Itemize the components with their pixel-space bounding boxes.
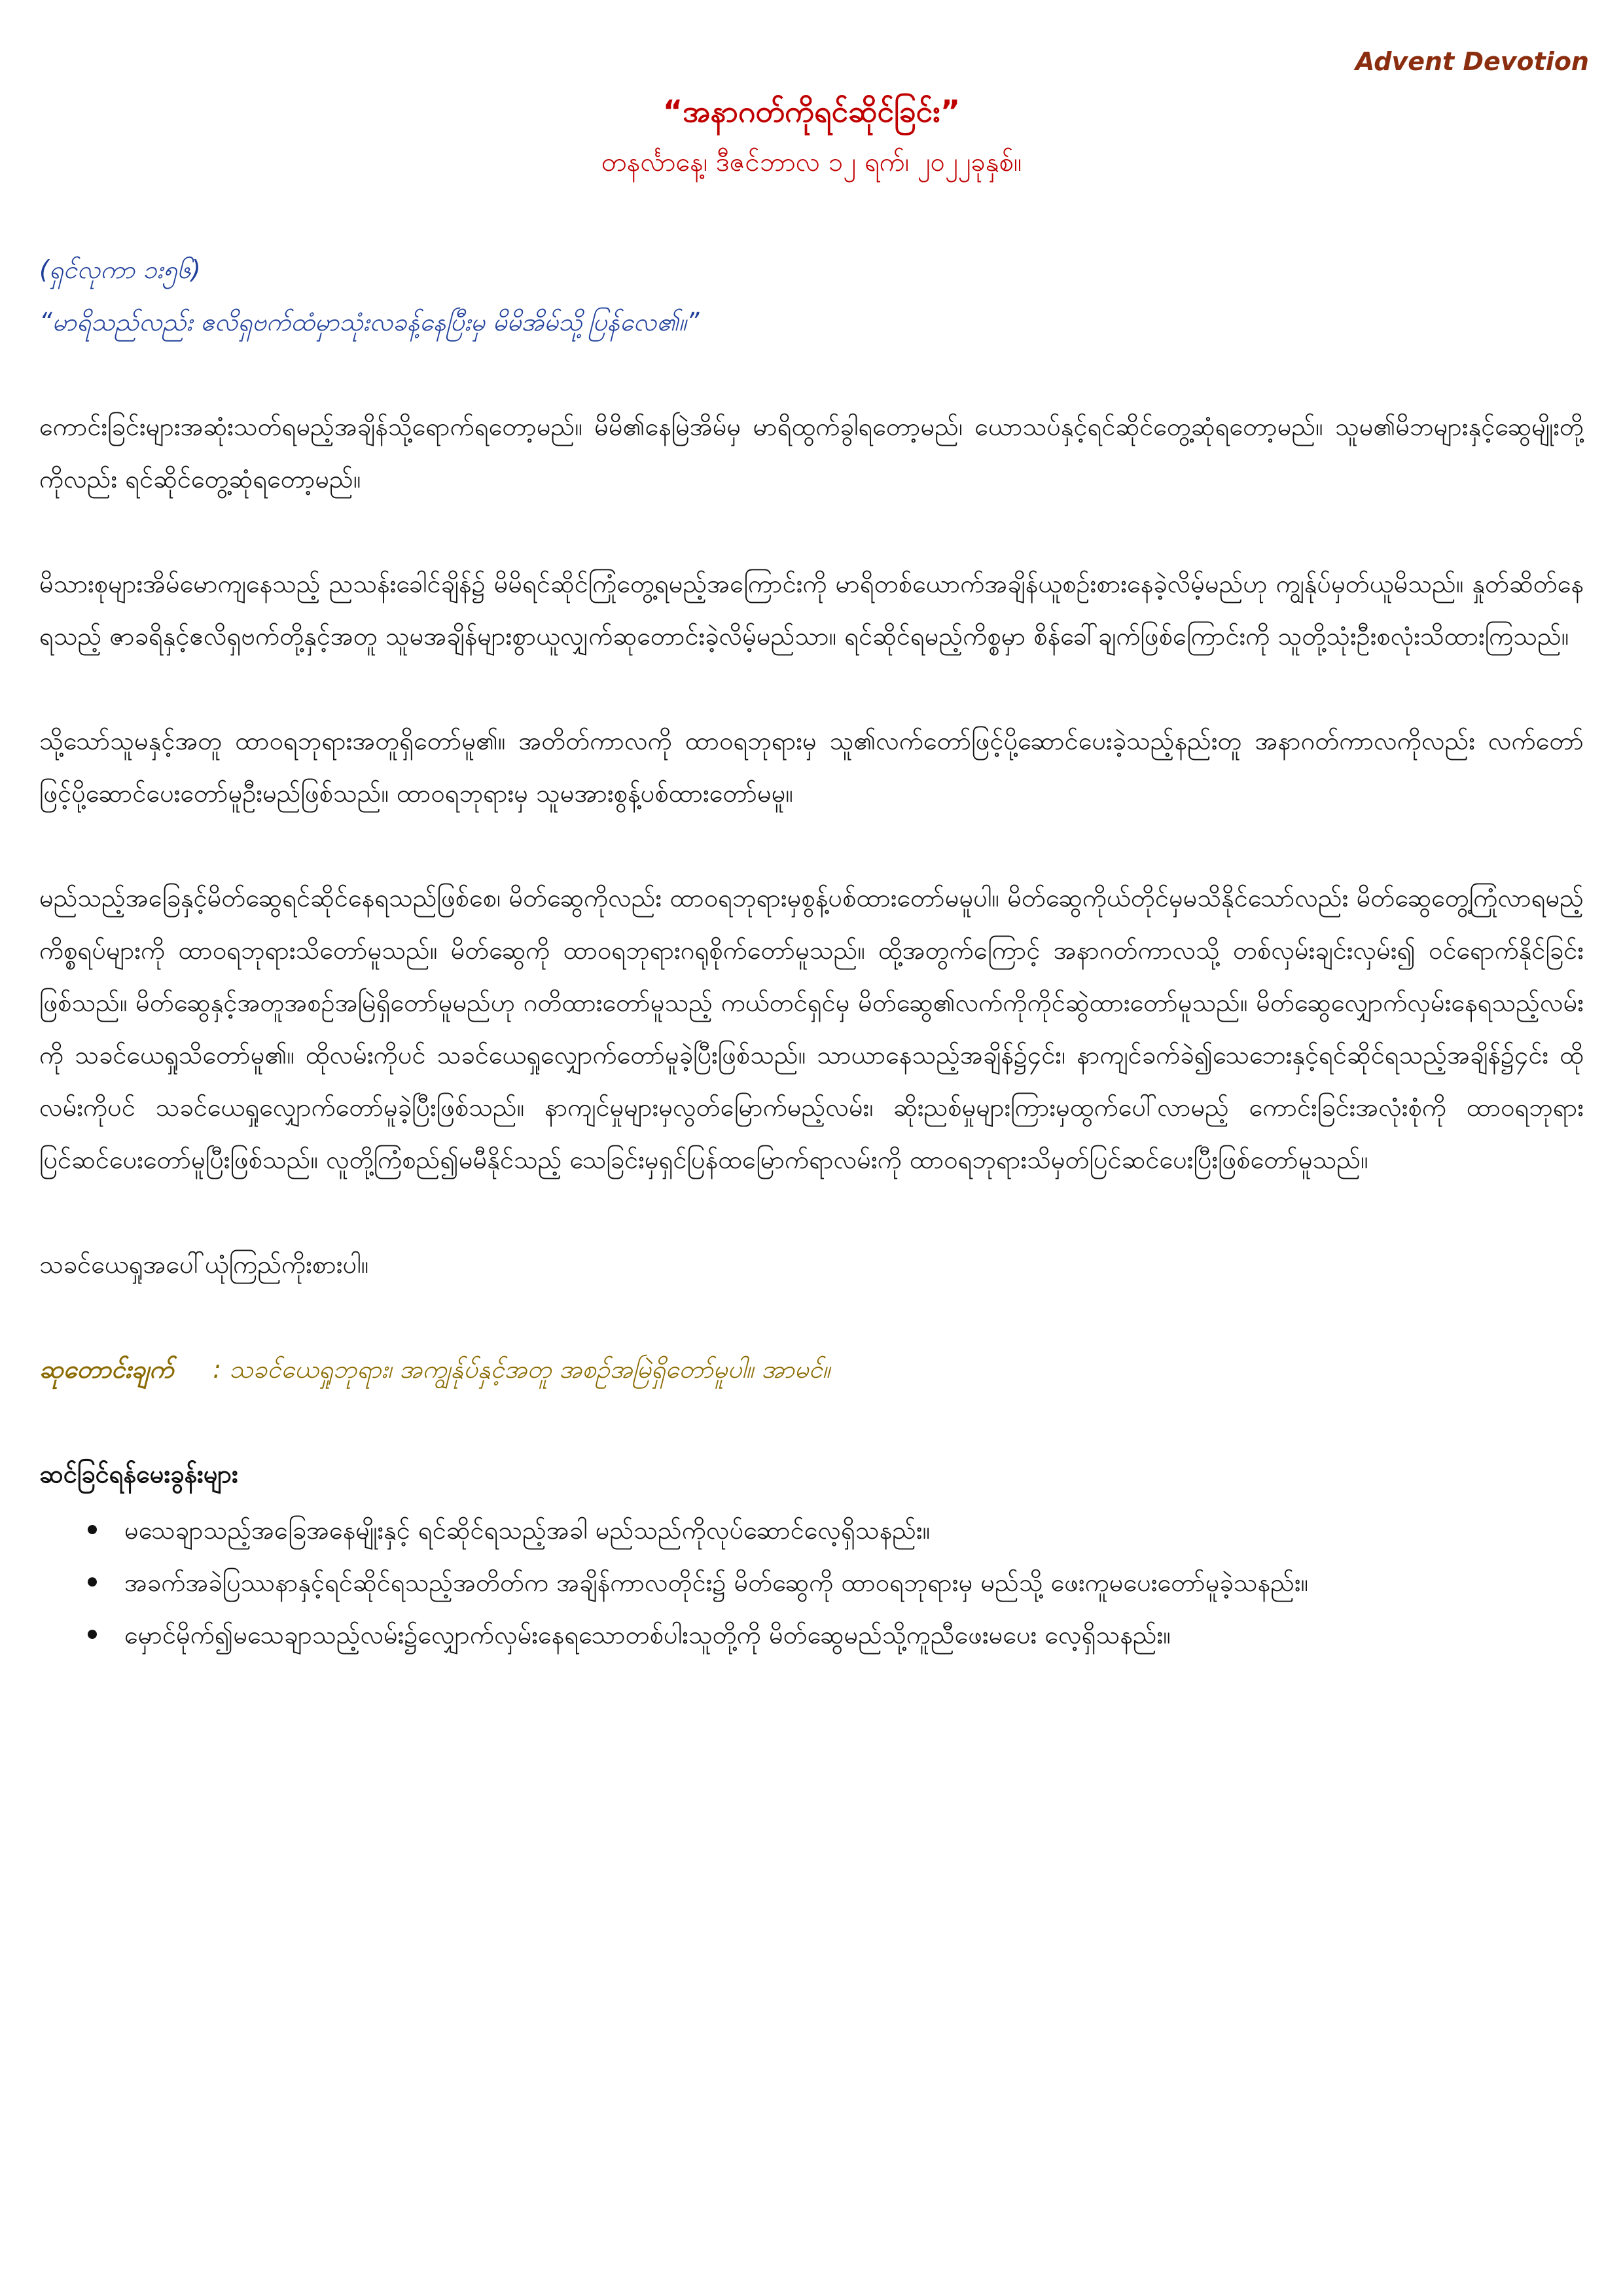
devotion-body [39,243,1584,1661]
spacer [39,348,1584,401]
bullet-icon [88,1630,97,1639]
list-item [39,1504,1584,1556]
question-text: မှောင်မိုက်၍မသေချာသည့်လမ်း၌လျှောက်လှမ်းနေရသောတစ်ပါးသူတို့ကို မိတ်ဆွေမည်သို့ကူညီဖေးမပေး လေ့ရှိသနည်း။ [124,1621,1171,1649]
spacer [39,1291,1584,1343]
paragraph: ကောင်းခြင်းများအဆုံးသတ်ရမည့်အချိန်သို့ရောက်ရတော့မည်။ မိမိ၏နေမြဲအိမ်မှ မာရိထွက်ခွါရတော့မည်၊ ယောသပ်နှင့်ရင်ဆိုင်တွေ့ဆုံရတော့မည်။ သူမ၏မိဘများနှင့်ဆွေမျိုးတို့ကိုလည်း ရင်ဆိုင်တွေ့ဆုံရတော့မည်။ [39,412,1584,493]
spacer [39,505,1584,558]
spacer [39,1186,1584,1238]
devotion-date: တနင်္လာနေ့၊ ဒီဇင်ဘာလ ၁၂ ရက်၊ ၂၀၂၂ခုနှစ်။ [601,147,1022,177]
paragraph: သခင်ယေရှုအပေါ်ယုံကြည်ကိုးစားပါ။ [39,1250,369,1279]
paragraph: မိသားစုများအိမ်မောကျနေသည့် ညသန်းခေါင်ချိန်၌ မိမိရင်ဆိုင်ကြုံတွေ့ရမည့်အကြောင်းကို မာရိတစ်ယောက်အချိန်ယူစဉ်းစားနေခဲ့လိမ့်မည်ဟု ကျွန်ုပ်မှတ်ယူမိသည်။ နှုတ်ဆိတ်နေရသည့် ဇာခရိနှင့်ဧလိရှဗက်တို့နှင့်အတူ သူမအချိန်များစွာယူလျှက်ဆုတောင်းခဲ့လိမ့်မည်သာ။ ရင်ဆိုင်ရမည့်ကိစ္စမှာ စိန်ခေါ်ချက်ဖြစ်ကြောင်းကို သူတို့သုံးဦးစလုံးသိထားကြသည်။ [39,569,1584,651]
devotion-title: “အနာဂတ်ကိုရင်ဆိုင်ခြင်း” [662,94,961,129]
prayer [39,1343,1584,1395]
series-label: Advent Devotion [1355,47,1589,76]
spacer [39,1395,1584,1448]
bullet-icon [88,1525,97,1534]
scripture-text: “မာရိသည်လည်း ဧလိရှဗက်ထံမှာသုံးလခန့်နေပြီးမှ မိမိအိမ်သို့ပြန်လေ၏။” [39,308,700,336]
bullet-icon [88,1577,97,1587]
paragraph: မည်သည့်အခြေနှင့်မိတ်ဆွေရင်ဆိုင်နေရသည်ဖြစ်စေ၊ မိတ်ဆွေကိုလည်း ထာဝရဘုရားမှစွန့်ပစ်ထားတော်မမူပါ။ မိတ်ဆွေကိုယ်တိုင်မှမသိနိုင်သော်လည်း မိတ်ဆွေတွေ့ကြုံလာရမည့်ကိစ္စရပ်များကို ထာဝရဘုရားသိတော်မူသည်။ မိတ်ဆွေကို ထာဝရဘုရားဂရုစိုက်တော်မူသည်။ ထို့အတွက်ကြောင့် အနာဂတ်ကာလသို့ တစ်လှမ်းချင်းလှမ်း၍ ဝင်ရောက်နိုင်ခြင်းဖြစ်သည်။ မိတ်ဆွေနှင့်အတူအစဉ်အမြဲရှိတော်မူမည်ဟု ဂတိထားတော်မူသည့် ကယ်တင်ရှင်မှ မိတ်ဆွေ၏လက်ကိုကိုင်ဆွဲထားတော်မူသည်။ မိတ်ဆွေလျှောက်လှမ်းနေရသည့်လမ်းကို သခင်ယေရှုသိတော်မူ၏။ ထိုလမ်းကိုပင် သခင်ယေရှုလျှောက်တော်မူခဲ့ပြီးဖြစ်သည်။ သာယာနေသည့်အချိန်၌၄င်း၊ နာကျင်ခက်ခဲ၍သေဘေးနှင့်ရင်ဆိုင်ရသည့်အချိန်၌၄င်း ထိုလမ်းကိုပင် သခင်ယေရှုလျှောက်တော်မူခဲ့ပြီးဖြစ်သည်။ နာကျင်မှုများမှလွတ်မြောက်မည့်လမ်း၊ ဆိုးညစ်မှုများကြားမှထွက်ပေါ်လာမည့် ကောင်းခြင်းအလုံးစုံကို ထာဝရဘုရားပြင်ဆင်ပေးတော်မူပြီးဖြစ်သည်။ လူတို့ကြံစည်၍မမီနိုင်သည့် သေခြင်းမှရှင်ပြန်ထမြောက်ရာလမ်းကို ထာဝရဘုရားသိမှတ်ပြင်ဆင်ပေးပြီးဖြစ်တော်မူသည်။ [39,884,1584,1174]
questions-heading: ဆင်ခြင်ရန်မေးခွန်းများ [39,1460,238,1488]
paragraph: သို့သော်သူမနှင့်အတူ ထာဝရဘုရားအတူရှိတော်မူ၏။ အတိတ်ကာလကို ထာဝရဘုရားမှ သူ၏လက်တော်ဖြင့်ပို့ဆောင်ပေးခဲ့သည့်နည်းတူ အနာဂတ်ကာလကိုလည်း လက်တော်ဖြင့်ပို့ဆောင်ပေးတော်မူဦးမည်ဖြစ်သည်။ ထာဝရဘုရားမှ သူမအားစွန့်ပစ်ထားတော်မမူ။ [39,726,1584,808]
prayer-label: ဆုတောင်းချက် [39,1355,174,1384]
question-text: အခက်အခဲပြဿနာနှင့်ရင်ဆိုင်ရသည့်အတိတ်က အချိန်ကာလတိုင်း၌ မိတ်ဆွေကို ထာဝရဘုရားမှ မည်သို့ ဖေးကူမပေးတော်မူခဲ့သနည်း။ [124,1568,1309,1597]
question-text: မသေချာသည့်အခြေအနေမျိုးနှင့် ရင်ဆိုင်ရသည့်အခါ မည်သည်ကိုလုပ်ဆောင်လေ့ရှိသနည်း။ [124,1516,931,1545]
questions-list [39,1504,1584,1661]
spacer [39,819,1584,872]
prayer-text: : သခင်ယေရှုဘုရား၊ အကျွန်ုပ်နှင့်အတူ အစဉ်အမြဲရှိတော်မူပါ။ အာမင်။ [213,1355,830,1384]
list-item [39,1556,1584,1609]
spacer [39,662,1584,715]
list-item [39,1609,1584,1661]
scripture-reference: (ရှင်လုကာ ၁း၅၆) [39,255,201,284]
